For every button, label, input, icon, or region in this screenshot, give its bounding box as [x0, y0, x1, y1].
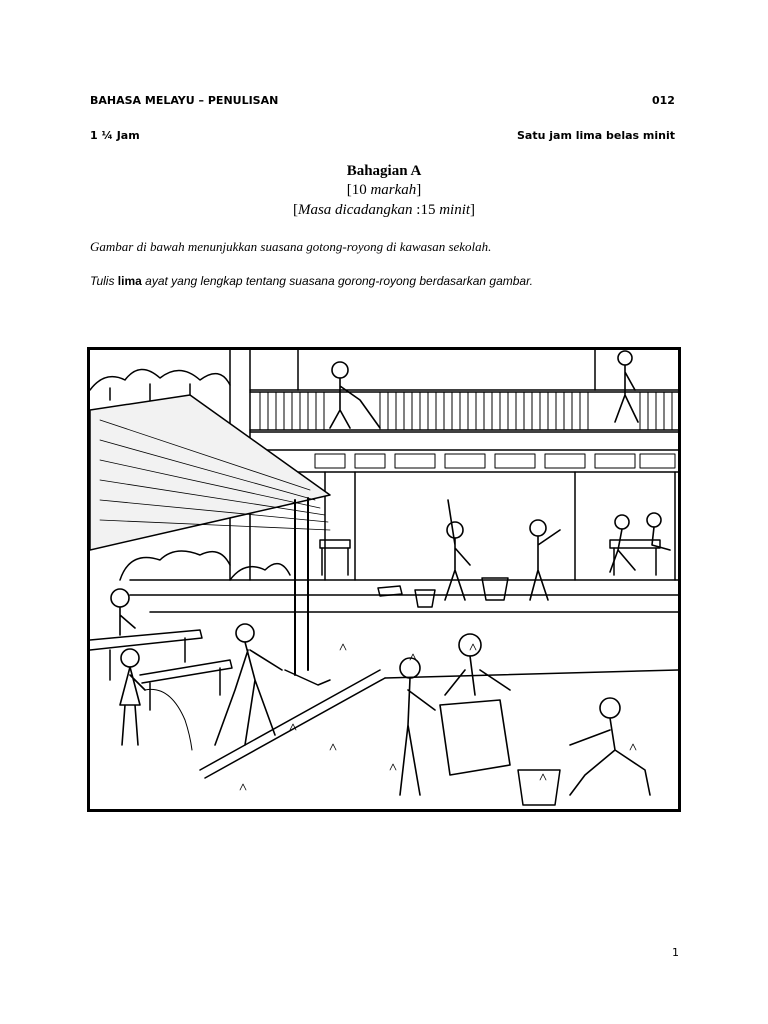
instruction-picture: Gambar di bawah menunjukkan suasana gotong-royong di kawasan sekolah. — [90, 239, 492, 254]
instruction-task — [90, 274, 533, 288]
subject-title: BAHASA MELAYU – PENULISAN — [90, 94, 279, 107]
duration: 1 ¼ Jam — [90, 129, 140, 142]
marks-number: 10 — [351, 182, 367, 198]
page-number: 1 — [672, 946, 679, 959]
instruction-task-b: ayat yang lengkap tentang suasana gorong-royong berdasarkan gambar. — [145, 274, 533, 288]
section-marks: [10 markah] — [346, 182, 422, 198]
instruction-task-a: Tulis — [90, 274, 115, 288]
suggested-time: [Masa dicadangkan :15 minit] — [292, 202, 476, 218]
time-label: Masa dicadangkan — [297, 202, 413, 218]
trees-top-left — [90, 369, 230, 402]
shelter-roof — [90, 395, 330, 685]
section-title: Bahagian A — [346, 163, 422, 179]
instruction-task-bold: lima — [117, 274, 142, 288]
duration-words: Satu jam lima belas minit — [516, 129, 675, 142]
marks-word: markah — [370, 182, 417, 198]
time-value: :15 — [416, 202, 436, 218]
bench — [90, 630, 232, 710]
illustration-gotong-royong — [87, 347, 681, 812]
paper-code: 012 — [652, 94, 675, 107]
building-upper-floor — [230, 350, 678, 580]
grass — [240, 644, 636, 790]
time-unit: minit — [439, 202, 471, 218]
bushes — [120, 551, 290, 580]
